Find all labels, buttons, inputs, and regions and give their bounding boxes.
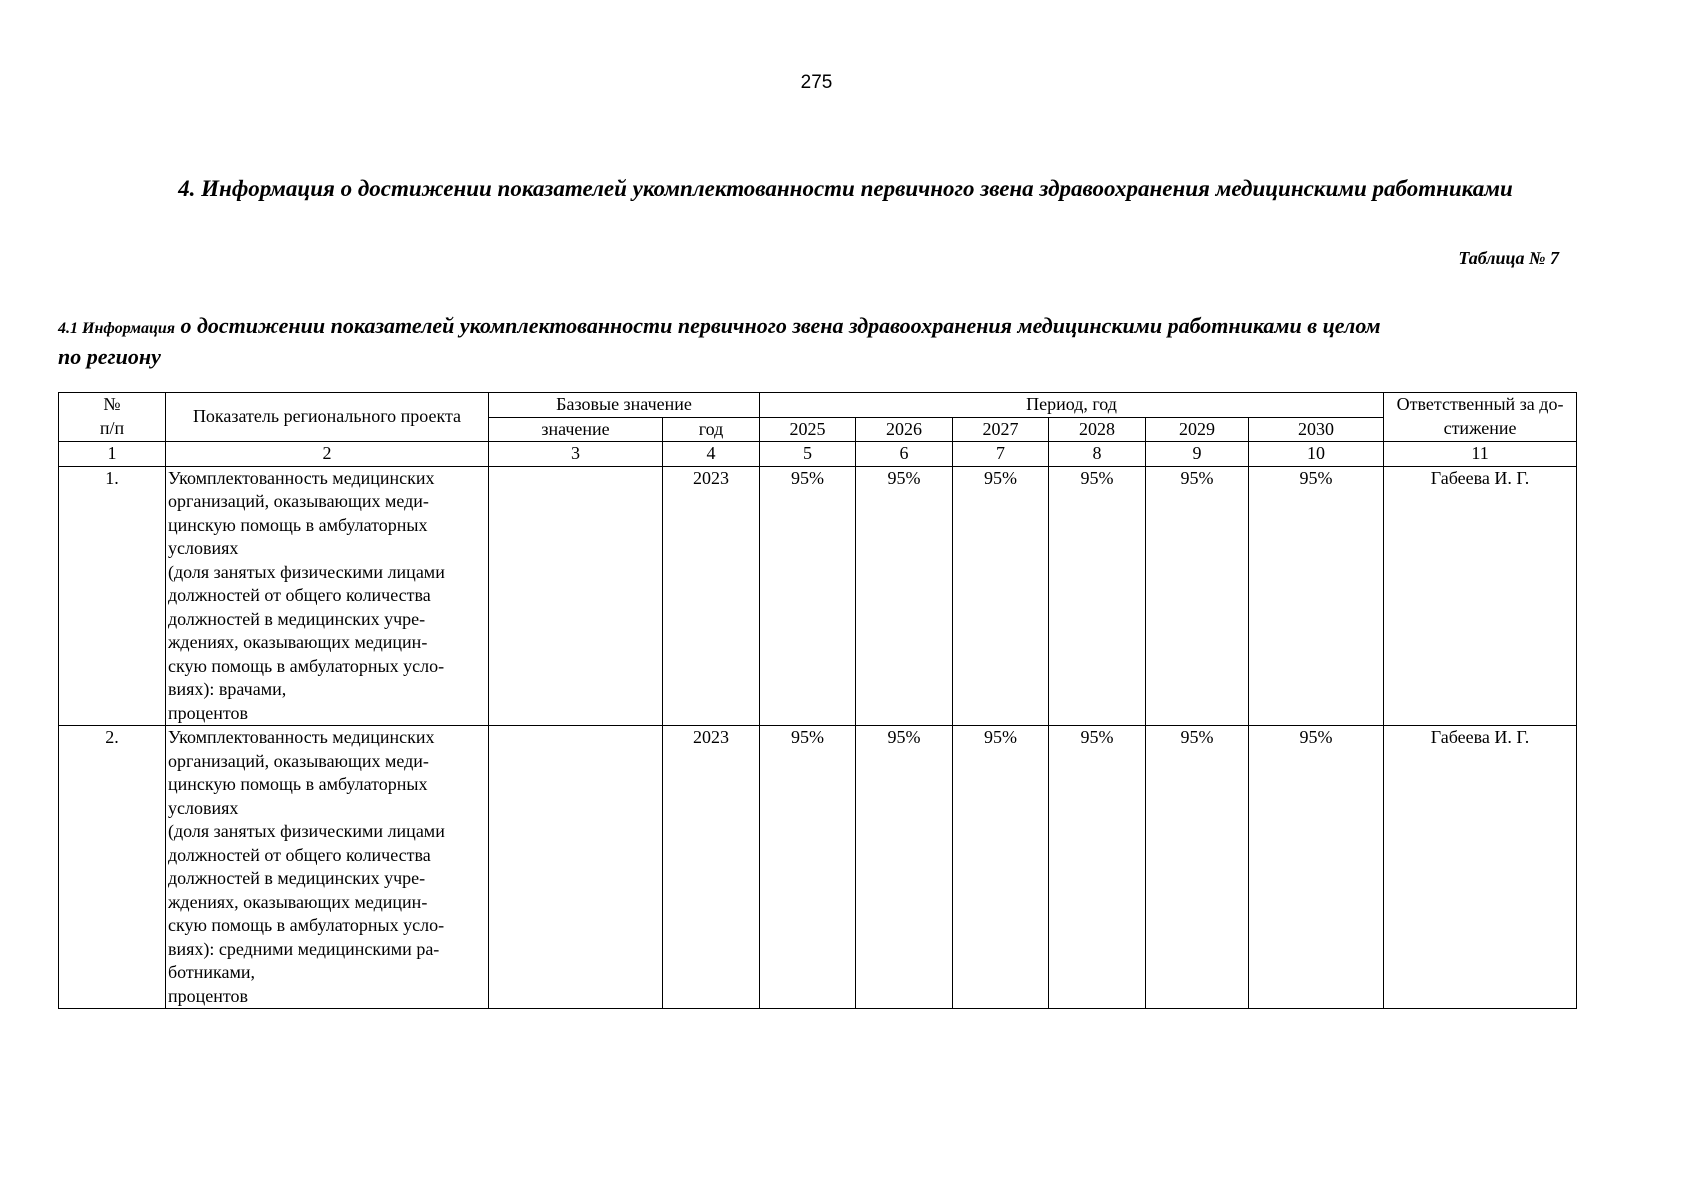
indicator-line: процентов bbox=[168, 702, 249, 723]
indicator-line: ботниками, bbox=[168, 962, 256, 982]
section-title: 4. Информация о достижении показателей укомплектованности первичного звена здравоохранения медицинскими работниками bbox=[178, 176, 1513, 201]
row-num: 2. bbox=[59, 726, 166, 1009]
page-number: 275 bbox=[800, 72, 833, 93]
column-number: 4 bbox=[663, 442, 760, 467]
header-row-1 bbox=[59, 393, 1577, 418]
row-base-value bbox=[489, 726, 663, 1009]
column-number: 8 bbox=[1049, 442, 1146, 467]
indicator-line: Укомплектованность медицинских bbox=[168, 727, 435, 747]
row-value-2028: 95% bbox=[1049, 466, 1146, 726]
column-number: 7 bbox=[953, 442, 1049, 467]
row-value-2029: 95% bbox=[1146, 466, 1249, 726]
header-period: Период, год bbox=[760, 393, 1384, 418]
subsection-title-line1: о достижении показателей укомплектованности первичного звена здравоохранения медицинскими работниками в целом bbox=[174, 313, 1381, 338]
row-base-year: 2023 bbox=[663, 726, 760, 1009]
header-base-year: год bbox=[663, 417, 760, 442]
row-value-2025: 95% bbox=[760, 466, 856, 726]
column-number: 11 bbox=[1384, 442, 1577, 467]
indicator-line: цинскую помощь в амбулаторных bbox=[168, 514, 428, 535]
indicator-line: ждениях, оказывающих медицин- bbox=[168, 891, 428, 912]
header-year: 2030 bbox=[1249, 417, 1384, 442]
row-responsible: Габеева И. Г. bbox=[1384, 726, 1577, 1009]
header-year: 2027 bbox=[953, 417, 1049, 442]
header-base: Базовые значение bbox=[489, 393, 760, 418]
header-responsible-line1: Ответственный за до- bbox=[1396, 394, 1564, 414]
indicator-line: организаций, оказывающих меди- bbox=[168, 491, 429, 511]
table-row bbox=[59, 726, 1577, 1009]
indicator-line: (доля занятых физическими лицами bbox=[168, 561, 445, 582]
header-indicator: Показатель регионального проекта bbox=[166, 393, 489, 442]
indicator-line: должностей в медицинских учре- bbox=[168, 868, 426, 888]
row-indicator bbox=[166, 726, 489, 1009]
column-number: 1 bbox=[59, 442, 166, 467]
indicator-line: должностей в медицинских учре- bbox=[168, 608, 426, 629]
header-year: 2026 bbox=[856, 417, 953, 442]
indicator-line: виях): врачами, bbox=[168, 679, 287, 699]
indicator-line: цинскую помощь в амбулаторных bbox=[168, 774, 428, 794]
column-number: 6 bbox=[856, 442, 953, 467]
column-number: 9 bbox=[1146, 442, 1249, 467]
header-base-value: значение bbox=[489, 417, 663, 442]
column-number: 10 bbox=[1249, 442, 1384, 467]
indicator-line: Укомплектованность медицинских bbox=[168, 467, 435, 488]
header-responsible-line2: стижение bbox=[1443, 417, 1517, 438]
header-year: 2028 bbox=[1049, 417, 1146, 442]
row-value-2029: 95% bbox=[1146, 726, 1249, 1009]
indicators-table bbox=[58, 392, 1577, 1009]
header-year: 2029 bbox=[1146, 417, 1249, 442]
indicator-line: условиях bbox=[168, 797, 239, 818]
header-num-line1: № bbox=[103, 394, 121, 414]
subsection-title-line2: по региону bbox=[58, 344, 161, 369]
column-number-row bbox=[59, 442, 1577, 467]
row-num: 1. bbox=[59, 466, 166, 726]
indicator-line: (доля занятых физическими лицами bbox=[168, 821, 445, 841]
header-responsible bbox=[1384, 393, 1577, 442]
row-responsible: Габеева И. Г. bbox=[1384, 466, 1577, 726]
indicator-line: должностей от общего количества bbox=[168, 585, 431, 605]
header-num-line2: п/п bbox=[99, 417, 125, 438]
subsection-title bbox=[58, 312, 1578, 371]
row-indicator bbox=[166, 466, 489, 726]
header-year: 2025 bbox=[760, 417, 856, 442]
row-value-2027: 95% bbox=[953, 466, 1049, 726]
column-number: 5 bbox=[760, 442, 856, 467]
row-value-2026: 95% bbox=[856, 466, 953, 726]
row-base-value bbox=[489, 466, 663, 726]
row-value-2025: 95% bbox=[760, 726, 856, 1009]
row-value-2030: 95% bbox=[1249, 466, 1384, 726]
indicator-line: ждениях, оказывающих медицин- bbox=[168, 632, 428, 652]
indicator-line: виях): средними медицинскими ра- bbox=[168, 938, 440, 959]
table-row bbox=[59, 466, 1577, 726]
row-value-2030: 95% bbox=[1249, 726, 1384, 1009]
column-number: 2 bbox=[166, 442, 489, 467]
indicator-line: скую помощь в амбулаторных усло- bbox=[168, 915, 445, 935]
column-number: 3 bbox=[489, 442, 663, 467]
row-value-2026: 95% bbox=[856, 726, 953, 1009]
indicator-line: организаций, оказывающих меди- bbox=[168, 750, 429, 771]
indicator-line: скую помощь в амбулаторных усло- bbox=[168, 655, 445, 676]
indicator-line: процентов bbox=[168, 985, 249, 1006]
header-num bbox=[59, 393, 166, 442]
subsection-title-prefix: 4.1 Информация bbox=[58, 320, 175, 337]
row-value-2028: 95% bbox=[1049, 726, 1146, 1009]
row-value-2027: 95% bbox=[953, 726, 1049, 1009]
row-base-year: 2023 bbox=[663, 466, 760, 726]
table-caption: Таблица № 7 bbox=[1458, 248, 1559, 268]
indicator-line: условиях bbox=[168, 538, 239, 558]
indicator-line: должностей от общего количества bbox=[168, 844, 431, 865]
